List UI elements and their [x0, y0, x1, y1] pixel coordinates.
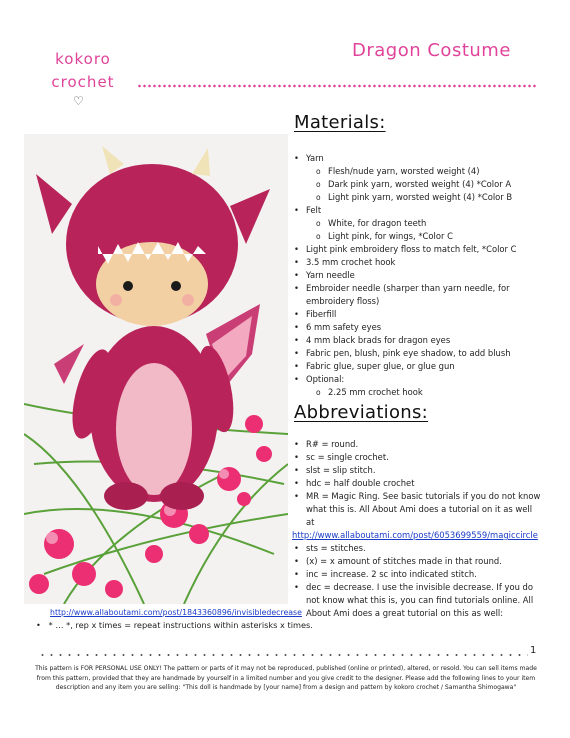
- list-item: o Light pink, for wings, *Color C: [292, 230, 542, 243]
- list-item: • (x) = x amount of stitches made in that round.: [292, 555, 542, 568]
- abbreviations-list: [292, 438, 542, 620]
- page-title: Dragon Costume: [352, 40, 511, 61]
- list-item: o White, for dragon teeth: [292, 217, 542, 230]
- list-item: • Fiberfill: [292, 308, 542, 321]
- repeat-note: [36, 620, 313, 630]
- bullet-icon: •: [36, 620, 49, 630]
- heart-icon: ♡: [73, 94, 84, 108]
- abbreviations-heading: Abbreviations:: [294, 402, 429, 423]
- list-item: • inc = increase. 2 sc into indicated stitch.: [292, 568, 542, 581]
- list-item: • sts = stitches.: [292, 542, 542, 555]
- list-item: • 6 mm safety eyes: [292, 321, 542, 334]
- list-item: o Light pink yarn, worsted weight (4) *Color B: [292, 191, 542, 204]
- list-item: • 4 mm black brads for dragon eyes: [292, 334, 542, 347]
- list-item: • dec = decrease. I use the invisible decrease. If you do not know what this is, you can find tutorials online. All About Ami does a great tutorial on this as well:: [292, 581, 542, 620]
- brand-line-1: kokoro: [55, 50, 111, 68]
- materials-list: [292, 152, 542, 399]
- list-item: • Yarn: [292, 152, 542, 165]
- footer-disclaimer: This pattern is FOR PERSONAL USE ONLY! The pattern or parts of it may not be reproduced, published (online or printed), altered, or resold. You can sell items made from this pattern, provided that they are handmade by yourself in a limited number and you give credit to the designer. Please add the following lines to your item description and any item you are selling: "This doll is handmade by [your name] from a design and pattern by kokoro crochet / Samantha Shimogawa": [35, 665, 537, 691]
- list-item: • 3.5 mm crochet hook: [292, 256, 542, 269]
- list-item: • R# = round.: [292, 438, 542, 451]
- dragon-doll-photo: [24, 134, 288, 604]
- list-item: • Fabric pen, blush, pink eye shadow, to add blush: [292, 347, 542, 360]
- page-number: 1: [530, 645, 537, 656]
- list-item: • Yarn needle: [292, 269, 542, 282]
- list-item: • slst = slip stitch.: [292, 464, 542, 477]
- magic-ring-link[interactable]: http://www.allaboutami.com/post/6053699559/magiccircle: [292, 530, 538, 540]
- list-item: • Felt: [292, 204, 542, 217]
- footer-dotted-divider: [38, 652, 528, 658]
- list-item: • sc = single crochet.: [292, 451, 542, 464]
- list-item: • Light pink embroidery floss to match felt, *Color C: [292, 243, 542, 256]
- title-dotted-divider: [137, 84, 537, 88]
- list-item: o Dark pink yarn, worsted weight (4) *Color A: [292, 178, 542, 191]
- repeat-note-text: * … *, rep x times = repeat instructions within asterisks x times.: [48, 620, 313, 630]
- list-item: • Fabric glue, super glue, or glue gun: [292, 360, 542, 373]
- list-item: o 2.25 mm crochet hook: [292, 386, 542, 399]
- list-item: • Embroider needle (sharper than yarn needle, for embroidery floss): [292, 282, 542, 308]
- list-item: o Flesh/nude yarn, worsted weight (4): [292, 165, 542, 178]
- magic-ring-text: MR = Magic Ring. See basic tutorials if you do not know what this is. All About Ami does a tutorial on it as well at: [306, 491, 541, 527]
- brand-line-2: crochet: [51, 73, 115, 91]
- list-item: • Optional:: [292, 373, 542, 386]
- list-item: • hdc = half double crochet: [292, 477, 542, 490]
- list-item: [292, 490, 542, 542]
- invisible-decrease-link[interactable]: http://www.allaboutami.com/post/1843360896/invisibledecrease: [50, 608, 302, 617]
- brand-logo: [38, 48, 128, 94]
- materials-heading: Materials:: [294, 112, 386, 133]
